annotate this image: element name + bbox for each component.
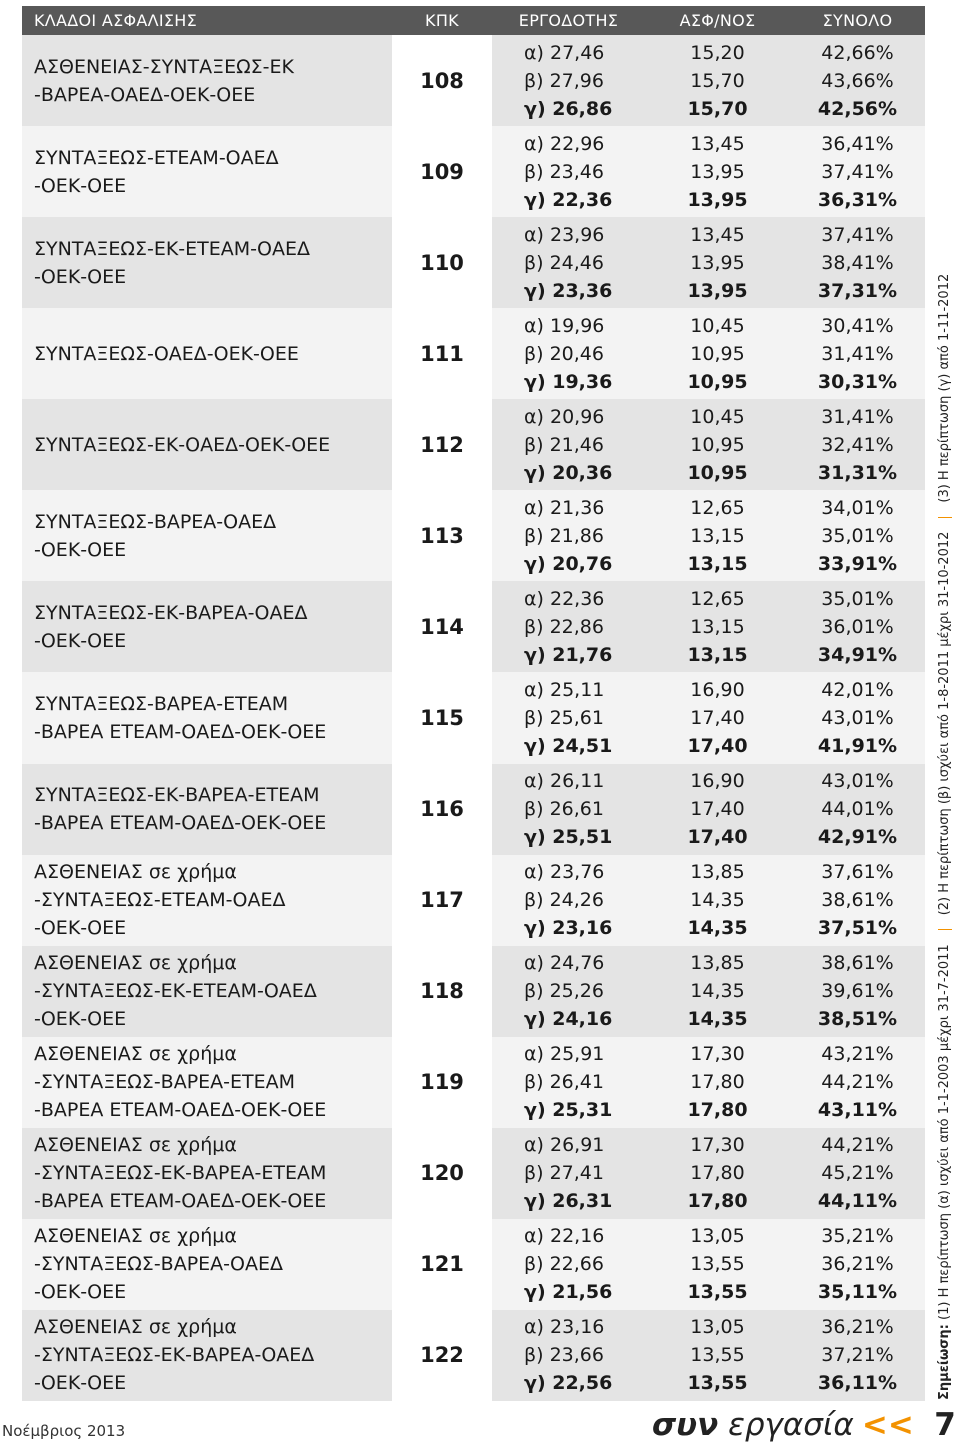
- emp-line: β) 24,46: [524, 251, 604, 274]
- ins-line: 10,45: [690, 405, 745, 428]
- ins-line: 13,45: [690, 132, 745, 155]
- employer-rates: [492, 1037, 645, 1128]
- tot-line: 32,41%: [821, 433, 894, 456]
- tot-line: 43,21%: [821, 1043, 894, 1066]
- ins-line: 13,05: [690, 1225, 745, 1248]
- insured-rates: [645, 217, 790, 308]
- kpk-code: 112: [392, 399, 492, 490]
- kpk-code: 122: [392, 1310, 492, 1401]
- table-row: [22, 1310, 925, 1401]
- total-rates: [790, 490, 925, 581]
- table-row: [22, 490, 925, 581]
- ins-line: 12,65: [690, 496, 745, 519]
- emp-line: α) 27,46: [524, 41, 605, 64]
- total-rates: [790, 672, 925, 763]
- emp-line: β) 20,46: [524, 342, 604, 365]
- branch-name: [22, 581, 392, 672]
- name-line: -ΟΕΚ-ΟΕΕ: [34, 629, 127, 652]
- employer-rates: [492, 581, 645, 672]
- kpk-code: 108: [392, 35, 492, 126]
- branch-name: [22, 764, 392, 855]
- contributions-table: [22, 6, 925, 1401]
- synergasia-logo: [652, 1407, 914, 1443]
- name-line: ΣΥΝΤΑΞΕΩΣ-ΕΚ-ΕΤΕΑΜ-ΟΑΕΔ: [34, 237, 310, 260]
- emp-line: α) 22,36: [524, 587, 605, 610]
- tot-line: 36,21%: [821, 1253, 894, 1276]
- ins-line: 13,45: [690, 223, 745, 246]
- ins-line: 16,90: [690, 770, 745, 793]
- ins-line: 17,80: [687, 1190, 748, 1213]
- employer-rates: [492, 35, 645, 126]
- branch-name: [22, 1219, 392, 1310]
- tot-line: 43,66%: [821, 69, 894, 92]
- header-kpk: ΚΠΚ: [392, 6, 492, 35]
- tot-line: 31,31%: [817, 461, 898, 484]
- tot-line: 31,41%: [821, 342, 894, 365]
- name-line: ΣΥΝΤΑΞΕΩΣ-ΕΚ-ΒΑΡΕΑ-ΟΑΕΔ: [34, 601, 308, 624]
- tot-line: 37,41%: [821, 160, 894, 183]
- emp-line: α) 24,76: [524, 952, 605, 975]
- name-line: ΑΣΘΕΝΕΙΑΣ σε χρήμα: [34, 952, 237, 975]
- total-rates: [790, 217, 925, 308]
- kpk-code: 113: [392, 490, 492, 581]
- emp-line: γ) 24,51: [524, 734, 613, 757]
- emp-line: γ) 20,36: [524, 461, 613, 484]
- emp-line: γ) 26,86: [524, 97, 613, 120]
- page-number: 7: [934, 1407, 956, 1443]
- emp-line: γ) 22,36: [524, 188, 613, 211]
- emp-line: α) 20,96: [524, 405, 605, 428]
- ins-line: 15,70: [687, 97, 748, 120]
- ins-line: 13,85: [690, 861, 745, 884]
- emp-line: γ) 26,31: [524, 1190, 613, 1213]
- emp-line: α) 23,16: [524, 1316, 605, 1339]
- tot-line: 42,56%: [817, 97, 898, 120]
- ins-line: 10,95: [690, 433, 745, 456]
- ins-line: 17,40: [687, 734, 748, 757]
- total-rates: [790, 35, 925, 126]
- tot-line: 37,21%: [821, 1344, 894, 1367]
- ins-line: 13,85: [690, 952, 745, 975]
- ins-line: 17,40: [690, 706, 745, 729]
- ins-line: 14,35: [687, 1008, 748, 1031]
- branch-name: [22, 1310, 392, 1401]
- tot-line: 35,11%: [817, 1281, 898, 1304]
- kpk-code: 114: [392, 581, 492, 672]
- emp-line: γ) 21,76: [524, 643, 613, 666]
- name-line: -ΟΕΚ-ΟΕΕ: [34, 538, 127, 561]
- name-line: -ΣΥΝΤΑΞΕΩΣ-ΒΑΡΕΑ-ΕΤΕΑΜ: [34, 1071, 296, 1094]
- table-row: [22, 35, 925, 126]
- tot-line: 41,91%: [817, 734, 898, 757]
- branch-name: [22, 855, 392, 946]
- branch-name: [22, 490, 392, 581]
- tot-line: 36,11%: [817, 1372, 898, 1395]
- emp-line: α) 23,96: [524, 223, 605, 246]
- insured-rates: [645, 1219, 790, 1310]
- name-line: -ΟΕΚ-ΟΕΕ: [34, 1008, 127, 1031]
- emp-line: α) 26,91: [524, 1134, 605, 1157]
- branch-name: [22, 126, 392, 217]
- insured-rates: [645, 490, 790, 581]
- total-rates: [790, 1128, 925, 1219]
- ins-line: 13,55: [690, 1344, 745, 1367]
- name-line: ΣΥΝΤΑΞΕΩΣ-ΒΑΡΕΑ-ΟΑΕΔ: [34, 510, 277, 533]
- name-line: ΣΥΝΤΑΞΕΩΣ-ΕΚ-ΒΑΡΕΑ-ΕΤΕΑΜ: [34, 784, 320, 807]
- employer-rates: [492, 1310, 645, 1401]
- emp-line: β) 21,46: [524, 433, 604, 456]
- branch-name: [22, 1037, 392, 1128]
- employer-rates: [492, 490, 645, 581]
- name-line: -ΣΥΝΤΑΞΕΩΣ-ΕΚ-ΕΤΕΑΜ-ΟΑΕΔ: [34, 980, 317, 1003]
- kpk-code: 117: [392, 855, 492, 946]
- name-line: -ΣΥΝΤΑΞΕΩΣ-ΒΑΡΕΑ-ΟΑΕΔ: [34, 1253, 283, 1276]
- kpk-code: 109: [392, 126, 492, 217]
- employer-rates: [492, 308, 645, 399]
- total-rates: [790, 855, 925, 946]
- total-rates: [790, 581, 925, 672]
- branch-name: [22, 672, 392, 763]
- employer-rates: [492, 855, 645, 946]
- emp-line: β) 23,66: [524, 1344, 604, 1367]
- branch-name: [22, 35, 392, 126]
- total-rates: [790, 399, 925, 490]
- emp-line: γ) 25,31: [524, 1099, 613, 1122]
- emp-line: α) 19,96: [524, 314, 605, 337]
- table-row: [22, 1128, 925, 1219]
- tot-line: 36,41%: [821, 132, 894, 155]
- table-row: [22, 764, 925, 855]
- emp-line: α) 25,11: [524, 678, 605, 701]
- ins-line: 13,15: [687, 552, 748, 575]
- header-employer: ΕΡΓΟΔΟΤΗΣ: [492, 6, 645, 35]
- tot-line: 37,41%: [821, 223, 894, 246]
- tot-line: 37,31%: [817, 279, 898, 302]
- employer-rates: [492, 764, 645, 855]
- kpk-code: 110: [392, 217, 492, 308]
- employer-rates: [492, 1219, 645, 1310]
- name-line: -ΟΕΚ-ΟΕΕ: [34, 1372, 127, 1395]
- kpk-code: 115: [392, 672, 492, 763]
- tot-line: 43,01%: [821, 770, 894, 793]
- ins-line: 17,30: [690, 1134, 745, 1157]
- name-line: ΣΥΝΤΑΞΕΩΣ-ΕΤΕΑΜ-ΟΑΕΔ: [34, 146, 279, 169]
- table-row: [22, 855, 925, 946]
- emp-line: β) 24,26: [524, 889, 604, 912]
- kpk-code: 119: [392, 1037, 492, 1128]
- table-row: [22, 1219, 925, 1310]
- total-rates: [790, 126, 925, 217]
- employer-rates: [492, 399, 645, 490]
- insured-rates: [645, 855, 790, 946]
- insured-rates: [645, 1310, 790, 1401]
- ins-line: 17,30: [690, 1043, 745, 1066]
- ins-line: 17,80: [690, 1071, 745, 1094]
- name-line: ΑΣΘΕΝΕΙΑΣ σε χρήμα: [34, 1134, 237, 1157]
- kpk-code: 118: [392, 946, 492, 1037]
- insured-rates: [645, 946, 790, 1037]
- table-row: [22, 946, 925, 1037]
- emp-line: β) 22,86: [524, 615, 604, 638]
- emp-line: α) 22,16: [524, 1225, 605, 1248]
- employer-rates: [492, 946, 645, 1037]
- emp-line: α) 23,76: [524, 861, 605, 884]
- tot-line: 33,91%: [817, 552, 898, 575]
- insured-rates: [645, 672, 790, 763]
- ins-line: 13,15: [690, 524, 745, 547]
- ins-line: 15,20: [690, 41, 745, 64]
- ins-line: 16,90: [690, 678, 745, 701]
- tot-line: 38,61%: [821, 952, 894, 975]
- side-note: [930, 0, 960, 1400]
- name-line: ΑΣΘΕΝΕΙΑΣ-ΣΥΝΤΑΞΕΩΣ-ΕΚ: [34, 55, 294, 78]
- side-note-3: (3) Η περίπτωση (γ) από 1-11-2012: [937, 273, 952, 503]
- ins-line: 14,35: [687, 917, 748, 940]
- tot-line: 43,11%: [817, 1099, 898, 1122]
- emp-line: γ) 21,56: [524, 1281, 613, 1304]
- tot-line: 36,01%: [821, 615, 894, 638]
- emp-line: β) 25,26: [524, 980, 604, 1003]
- emp-line: γ) 23,36: [524, 279, 613, 302]
- insured-rates: [645, 1128, 790, 1219]
- kpk-code: 121: [392, 1219, 492, 1310]
- table-row: [22, 1037, 925, 1128]
- side-note-label: Σημείωση:: [937, 1324, 952, 1400]
- tot-line: 44,11%: [817, 1190, 898, 1213]
- header-total: ΣΥΝΟΛΟ: [790, 6, 925, 35]
- side-note-separator: [938, 517, 952, 518]
- tot-line: 35,21%: [821, 1225, 894, 1248]
- emp-line: β) 22,66: [524, 1253, 604, 1276]
- name-line: ΑΣΘΕΝΕΙΑΣ σε χρήμα: [34, 1316, 237, 1339]
- name-line: ΑΣΘΕΝΕΙΑΣ σε χρήμα: [34, 861, 237, 884]
- emp-line: β) 27,41: [524, 1162, 604, 1185]
- name-line: -ΒΑΡΕΑ ΕΤΕΑΜ-ΟΑΕΔ-ΟΕΚ-ΟΕΕ: [34, 1099, 327, 1122]
- ins-line: 10,45: [690, 314, 745, 337]
- emp-line: β) 25,61: [524, 706, 604, 729]
- ins-line: 17,40: [690, 798, 745, 821]
- emp-line: γ) 25,51: [524, 826, 613, 849]
- ins-line: 13,95: [690, 160, 745, 183]
- name-line: -ΟΕΚ-ΟΕΕ: [34, 1281, 127, 1304]
- kpk-code: 116: [392, 764, 492, 855]
- emp-line: γ) 19,36: [524, 370, 613, 393]
- tot-line: 37,51%: [817, 917, 898, 940]
- ins-line: 14,35: [690, 889, 745, 912]
- ins-line: 13,95: [687, 188, 748, 211]
- name-line: -ΟΕΚ-ΟΕΕ: [34, 917, 127, 940]
- ins-line: 13,55: [690, 1253, 745, 1276]
- name-line: -ΟΕΚ-ΟΕΕ: [34, 174, 127, 197]
- branch-name: [22, 308, 392, 399]
- kpk-code: 111: [392, 308, 492, 399]
- ins-line: 15,70: [690, 69, 745, 92]
- name-line: ΑΣΘΕΝΕΙΑΣ σε χρήμα: [34, 1225, 237, 1248]
- name-line: ΣΥΝΤΑΞΕΩΣ-ΕΚ-ΟΑΕΔ-ΟΕΚ-ΟΕΕ: [34, 433, 331, 456]
- ins-line: 13,15: [687, 643, 748, 666]
- tot-line: 30,41%: [821, 314, 894, 337]
- ins-line: 14,35: [690, 980, 745, 1003]
- ins-line: 13,95: [690, 251, 745, 274]
- name-line: ΑΣΘΕΝΕΙΑΣ σε χρήμα: [34, 1043, 237, 1066]
- table-row: [22, 399, 925, 490]
- table-row: [22, 126, 925, 217]
- tot-line: 36,21%: [821, 1316, 894, 1339]
- branch-name: [22, 1128, 392, 1219]
- tot-line: 38,41%: [821, 251, 894, 274]
- emp-line: α) 21,36: [524, 496, 605, 519]
- insured-rates: [645, 399, 790, 490]
- name-line: ΣΥΝΤΑΞΕΩΣ-ΟΑΕΔ-ΟΕΚ-ΟΕΕ: [34, 342, 299, 365]
- name-line: -ΒΑΡΕΑ ΕΤΕΑΜ-ΟΑΕΔ-ΟΕΚ-ΟΕΕ: [34, 720, 327, 743]
- tot-line: 34,91%: [817, 643, 898, 666]
- emp-line: γ) 22,56: [524, 1372, 613, 1395]
- ins-line: 12,65: [690, 587, 745, 610]
- ins-line: 13,05: [690, 1316, 745, 1339]
- insured-rates: [645, 1037, 790, 1128]
- total-rates: [790, 1310, 925, 1401]
- emp-line: α) 25,91: [524, 1043, 605, 1066]
- tot-line: 31,41%: [821, 405, 894, 428]
- name-line: -ΣΥΝΤΑΞΕΩΣ-ΕΚ-ΒΑΡΕΑ-ΟΑΕΔ: [34, 1344, 315, 1367]
- ins-line: 17,40: [687, 826, 748, 849]
- emp-line: γ) 24,16: [524, 1008, 613, 1031]
- name-line: ΣΥΝΤΑΞΕΩΣ-ΒΑΡΕΑ-ΕΤΕΑΜ: [34, 692, 289, 715]
- side-note-1: (1) Η περίπτωση (α) ισχύει από 1-1-2003 μέχρι 31-7-2011: [937, 944, 952, 1320]
- total-rates: [790, 1037, 925, 1128]
- ins-line: 13,55: [687, 1281, 748, 1304]
- header-branches: ΚΛΑΔΟΙ ΑΣΦΑΛΙΣΗΣ: [22, 6, 392, 35]
- logo-part-ergasia: εργασία: [728, 1407, 854, 1443]
- logo-part-syn: συν: [652, 1407, 719, 1443]
- footer-date: Νοέμβριος 2013: [2, 1422, 126, 1440]
- tot-line: 42,66%: [821, 41, 894, 64]
- header-insured: ΑΣΦ/ΝΟΣ: [645, 6, 790, 35]
- emp-line: β) 26,61: [524, 798, 604, 821]
- tot-line: 35,01%: [821, 587, 894, 610]
- side-note-2: (2) Η περίπτωση (β) ισχύει από 1-8-2011 μέχρι 31-10-2012: [937, 531, 952, 916]
- tot-line: 39,61%: [821, 980, 894, 1003]
- ins-line: 10,95: [687, 461, 748, 484]
- total-rates: [790, 308, 925, 399]
- emp-line: γ) 23,16: [524, 917, 613, 940]
- employer-rates: [492, 1128, 645, 1219]
- tot-line: 44,21%: [821, 1071, 894, 1094]
- table-row: [22, 672, 925, 763]
- table-row: [22, 217, 925, 308]
- tot-line: 37,61%: [821, 861, 894, 884]
- name-line: -ΟΕΚ-ΟΕΕ: [34, 265, 127, 288]
- emp-line: β) 23,46: [524, 160, 604, 183]
- tot-line: 42,91%: [817, 826, 898, 849]
- logo-arrows: <<: [861, 1407, 914, 1443]
- tot-line: 38,61%: [821, 889, 894, 912]
- tot-line: 44,01%: [821, 798, 894, 821]
- table-header-row: [22, 6, 925, 35]
- branch-name: [22, 946, 392, 1037]
- total-rates: [790, 946, 925, 1037]
- tot-line: 34,01%: [821, 496, 894, 519]
- tot-line: 42,01%: [821, 678, 894, 701]
- name-line: -ΒΑΡΕΑ ΕΤΕΑΜ-ΟΑΕΔ-ΟΕΚ-ΟΕΕ: [34, 812, 327, 835]
- side-note-separator: [938, 929, 952, 930]
- emp-line: γ) 20,76: [524, 552, 613, 575]
- insured-rates: [645, 126, 790, 217]
- branch-name: [22, 217, 392, 308]
- tot-line: 44,21%: [821, 1134, 894, 1157]
- ins-line: 17,80: [690, 1162, 745, 1185]
- ins-line: 13,55: [687, 1372, 748, 1395]
- table-row: [22, 308, 925, 399]
- ins-line: 13,15: [690, 615, 745, 638]
- employer-rates: [492, 126, 645, 217]
- ins-line: 13,95: [687, 279, 748, 302]
- tot-line: 38,51%: [817, 1008, 898, 1031]
- insured-rates: [645, 35, 790, 126]
- name-line: -ΒΑΡΕΑ-ΟΑΕΔ-ΟΕΚ-ΟΕΕ: [34, 83, 256, 106]
- ins-line: 10,95: [687, 370, 748, 393]
- employer-rates: [492, 672, 645, 763]
- emp-line: β) 27,96: [524, 69, 604, 92]
- tot-line: 30,31%: [817, 370, 898, 393]
- branch-name: [22, 399, 392, 490]
- tot-line: 45,21%: [821, 1162, 894, 1185]
- ins-line: 10,95: [690, 342, 745, 365]
- emp-line: α) 26,11: [524, 770, 605, 793]
- name-line: -ΣΥΝΤΑΞΕΩΣ-ΕΤΕΑΜ-ΟΑΕΔ: [34, 889, 286, 912]
- table-row: [22, 581, 925, 672]
- total-rates: [790, 1219, 925, 1310]
- ins-line: 17,80: [687, 1099, 748, 1122]
- emp-line: α) 22,96: [524, 132, 605, 155]
- name-line: -ΒΑΡΕΑ ΕΤΕΑΜ-ΟΑΕΔ-ΟΕΚ-ΟΕΕ: [34, 1190, 327, 1213]
- employer-rates: [492, 217, 645, 308]
- insured-rates: [645, 308, 790, 399]
- name-line: -ΣΥΝΤΑΞΕΩΣ-ΕΚ-ΒΑΡΕΑ-ΕΤΕΑΜ: [34, 1162, 327, 1185]
- emp-line: β) 26,41: [524, 1071, 604, 1094]
- kpk-code: 120: [392, 1128, 492, 1219]
- emp-line: β) 21,86: [524, 524, 604, 547]
- tot-line: 36,31%: [817, 188, 898, 211]
- tot-line: 35,01%: [821, 524, 894, 547]
- insured-rates: [645, 764, 790, 855]
- total-rates: [790, 764, 925, 855]
- tot-line: 43,01%: [821, 706, 894, 729]
- insured-rates: [645, 581, 790, 672]
